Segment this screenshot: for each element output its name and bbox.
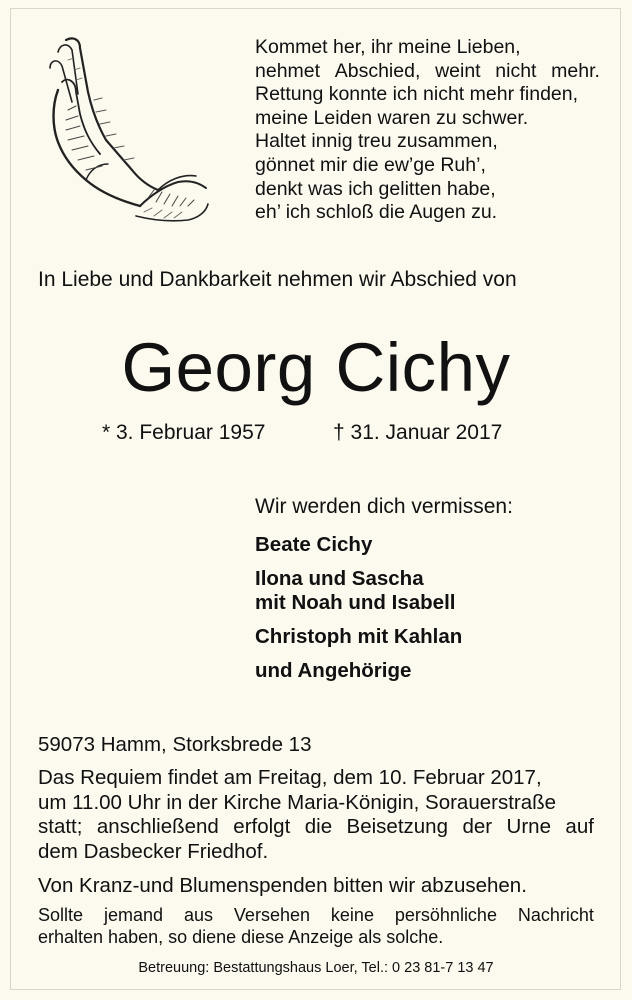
praying-hands-icon bbox=[28, 30, 213, 230]
poem-line bbox=[255, 60, 600, 84]
poem bbox=[255, 36, 600, 225]
mourners-list bbox=[255, 533, 462, 693]
requiem-info bbox=[38, 766, 594, 864]
mourner: mit Noah und Isabell bbox=[255, 591, 456, 614]
birth-date: * 3. Februar 1957 bbox=[102, 421, 266, 444]
poem-word: nicht bbox=[495, 59, 537, 82]
requiem-line: statt; anschließend erfolgt die Beisetzung der Urne auf bbox=[38, 815, 594, 838]
address: 59073 Hamm, Storksbrede 13 bbox=[38, 733, 312, 756]
notice-line: Sollte jemand aus Versehen keine persöhnliche Nachricht bbox=[38, 905, 594, 925]
poem-line: Rettung konnte ich nicht mehr finden, bbox=[255, 83, 579, 106]
flowers-note: Von Kranz-und Blumenspenden bitten wir abzusehen. bbox=[38, 874, 527, 897]
miss-text: Wir werden dich vermissen: bbox=[255, 495, 513, 518]
poem-line: Haltet innig treu zusammen, bbox=[255, 130, 498, 153]
mourner: Ilona und Sascha bbox=[255, 567, 424, 590]
notice bbox=[38, 904, 594, 948]
poem-line: eh’ ich schloß die Augen zu. bbox=[255, 201, 498, 224]
poem-line: denkt was ich gelitten habe, bbox=[255, 177, 496, 200]
mourner: Beate Cichy bbox=[255, 533, 373, 556]
death-date: † 31. Januar 2017 bbox=[333, 421, 503, 444]
poem-line: Kommet her, ihr meine Lieben, bbox=[255, 36, 521, 58]
requiem-line: dem Dasbecker Friedhof. bbox=[38, 839, 269, 863]
requiem-line: um 11.00 Uhr in der Kirche Maria-Königin, Sorauerstraße bbox=[38, 790, 557, 814]
poem-line: meine Leiden waren zu schwer. bbox=[255, 106, 529, 129]
funeral-home: Betreuung: Bestattungshaus Loer, Tel.: 0 23 81-7 13 47 bbox=[138, 960, 494, 976]
farewell-intro: In Liebe und Dankbarkeit nehmen wir Abschied von bbox=[38, 268, 517, 291]
poem-word: Abschied, bbox=[334, 59, 421, 82]
poem-word: nehmet bbox=[255, 59, 321, 82]
poem-word: weint bbox=[435, 59, 481, 82]
deceased-name: Georg Cichy bbox=[121, 329, 511, 406]
requiem-line: Das Requiem findet am Freitag, dem 10. Februar 2017, bbox=[38, 766, 542, 789]
notice-line: erhalten haben, so diene diese Anzeige als solche. bbox=[38, 927, 444, 947]
poem-line: gönnet mir die ew’ge Ruh’, bbox=[255, 153, 486, 176]
mourner: Christoph mit Kahlan bbox=[255, 625, 463, 648]
poem-word: mehr. bbox=[551, 59, 600, 82]
mourner: und Angehörige bbox=[255, 659, 412, 682]
